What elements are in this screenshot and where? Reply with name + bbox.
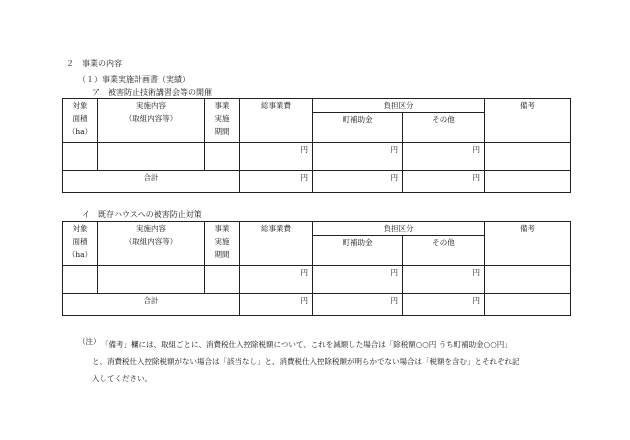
cell-other[interactable]: 円 (403, 266, 485, 294)
section-subtitle: （１）事業実施計画書（実績） (78, 75, 190, 84)
header-other: その他 (403, 113, 485, 143)
header-burden: 負担区分 (313, 222, 485, 236)
header-period: 事業 実施 期間 (205, 99, 240, 143)
cell-content[interactable] (98, 266, 205, 294)
sum-other[interactable]: 円 (403, 294, 485, 316)
note-line: 入してください。 (92, 374, 152, 383)
table-b (62, 221, 571, 316)
note-line: と、消費税仕入控除税額がない場合は「該当なし」と、消費税仕入控除税額が明らかでない場合は「税額を含む」とそれぞれ記 (92, 357, 520, 366)
header-content: 実施内容 （取組内容等） (98, 99, 205, 143)
cell-remarks[interactable] (485, 143, 571, 171)
header-remarks: 備考 (485, 99, 571, 143)
sum-row (63, 294, 571, 316)
sum-row (63, 171, 571, 193)
sum-remarks[interactable] (485, 171, 571, 193)
note-label: （注） (78, 337, 101, 346)
table-a (62, 98, 571, 193)
table-b-caption: イ 既存ハウスへの被害防止対策 (82, 210, 202, 219)
cell-town-subsidy[interactable]: 円 (313, 143, 403, 171)
cell-period[interactable] (205, 266, 240, 294)
sum-label: 合計 (63, 294, 240, 316)
header-remarks: 備考 (485, 222, 571, 266)
note-line: 「備考」欄には、取組ごとに、消費税仕入控除税額について、これを減額した場合は「除税額○○円 うち町補助金○○円」 (101, 340, 512, 349)
table-a-caption: ア 被害防止技術講習会等の開催 (92, 88, 212, 97)
sum-town-subsidy[interactable]: 円 (313, 171, 403, 193)
cell-other[interactable]: 円 (403, 143, 485, 171)
cell-town-subsidy[interactable]: 円 (313, 266, 403, 294)
note-text (92, 336, 582, 387)
cell-area[interactable] (63, 266, 98, 294)
cell-total-cost[interactable]: 円 (240, 143, 313, 171)
cell-remarks[interactable] (485, 266, 571, 294)
sum-remarks[interactable] (485, 294, 571, 316)
sum-total-cost[interactable]: 円 (240, 294, 313, 316)
header-total-cost: 総事業費 (240, 99, 313, 143)
table-row (63, 266, 571, 294)
header-total-cost: 総事業費 (240, 222, 313, 266)
sum-town-subsidy[interactable]: 円 (313, 294, 403, 316)
sum-label: 合計 (63, 171, 240, 193)
sum-other[interactable]: 円 (403, 171, 485, 193)
cell-total-cost[interactable]: 円 (240, 266, 313, 294)
table-row (63, 143, 571, 171)
header-town-subsidy: 町補助金 (313, 236, 403, 266)
header-content: 実施内容 （取組内容等） (98, 222, 205, 266)
cell-content[interactable] (98, 143, 205, 171)
section-title: ２ 事業の内容 (66, 59, 122, 68)
sum-total-cost[interactable]: 円 (240, 171, 313, 193)
header-burden: 負担区分 (313, 99, 485, 113)
header-area: 対象 面積 （ha） (63, 222, 98, 266)
header-other: その他 (403, 236, 485, 266)
cell-area[interactable] (63, 143, 98, 171)
cell-period[interactable] (205, 143, 240, 171)
header-town-subsidy: 町補助金 (313, 113, 403, 143)
header-period: 事業 実施 期間 (205, 222, 240, 266)
header-area: 対象 面積 （ha） (63, 99, 98, 143)
